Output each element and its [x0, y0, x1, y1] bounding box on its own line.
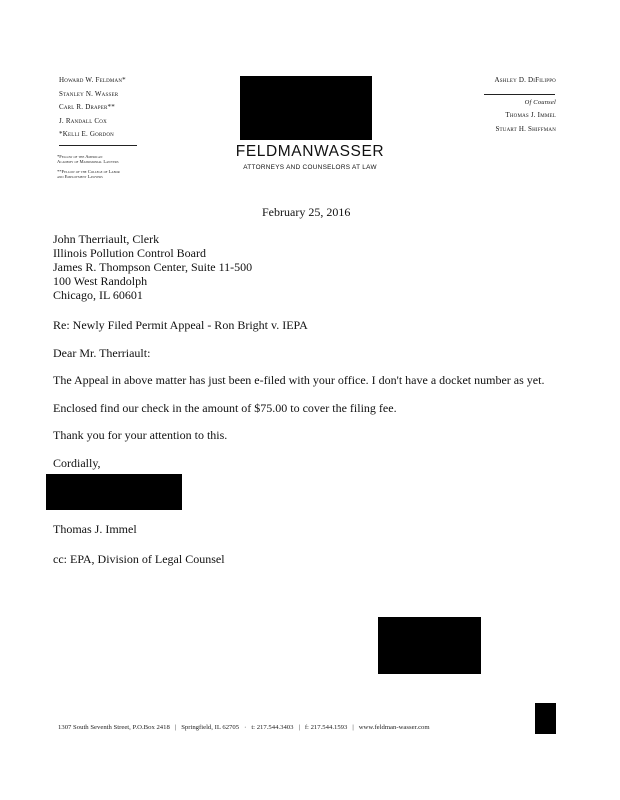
letter-date: February 25, 2016	[262, 205, 351, 219]
body-paragraph: Enclosed find our check in the amount of $75.00 to cover the filing fee.	[53, 401, 397, 415]
fellow-note-line: and Employment Lawyers	[57, 174, 103, 180]
partner-name: Stuart H. Shiffman	[495, 124, 556, 133]
footer-separator: |	[352, 724, 354, 731]
fellow-note	[57, 169, 177, 180]
partner-name: Ashley D. DiFilippo	[494, 76, 556, 84]
partner-name: Howard W. Feldman*	[59, 76, 126, 84]
partner-name: *Kelli E. Gordon	[59, 130, 114, 139]
firm-tagline: ATTORNEYS AND COUNSELORS AT LAW	[243, 164, 377, 171]
signer-name: Thomas J. Immel	[53, 522, 137, 536]
footer-website[interactable]: www.feldman-wasser.com	[358, 724, 430, 731]
fellow-notes	[57, 154, 177, 184]
logo-redaction	[240, 76, 372, 140]
fellow-note	[57, 154, 177, 165]
right-partner-list	[396, 74, 556, 136]
cc-line: cc: EPA, Division of Legal Counsel	[53, 552, 225, 566]
footer-separator: |	[174, 724, 177, 731]
stamp-redaction	[378, 617, 481, 674]
closing: Cordially,	[53, 456, 101, 470]
left-partner-list	[59, 74, 219, 142]
right-divider	[484, 94, 555, 95]
salutation: Dear Mr. Therriault:	[53, 346, 151, 360]
footer-address: 1307 South Seventh Street, P.O.Box 2418	[58, 724, 170, 731]
addressee-line: Illinois Pollution Control Board	[53, 246, 207, 260]
body-paragraph: Thank you for your attention to this.	[53, 428, 228, 442]
re-line: Re: Newly Filed Permit Appeal - Ron Bright v. IEPA	[53, 318, 308, 332]
of-counsel-label: Of Counsel	[524, 98, 556, 106]
footer	[58, 724, 430, 731]
partner-name: Stanley N. Wasser	[59, 89, 119, 98]
footer-phone: t: 217.544.3403	[251, 724, 294, 731]
footer-separator: ·	[244, 724, 247, 731]
fellow-note-line: **Fellow of the College of Labor	[57, 168, 120, 174]
addressee-block	[53, 232, 252, 302]
addressee-line: James R. Thompson Center, Suite 11-500	[53, 260, 253, 274]
footer-city: Springfield, IL 62705	[181, 724, 240, 731]
fellow-note-line: Academy of Matrimonial Lawyers	[57, 159, 119, 165]
corner-redaction	[535, 703, 556, 734]
partner-name: J. Randall Cox	[59, 116, 107, 125]
signature-redaction	[46, 474, 182, 510]
left-divider	[59, 145, 137, 146]
footer-separator: |	[298, 724, 300, 731]
addressee-line: 100 West Randolph	[53, 274, 148, 288]
footer-fax: f: 217.544.1593	[304, 724, 348, 731]
partner-name: Thomas J. Immel	[505, 111, 556, 120]
fellow-note-line: *Fellow of the American	[57, 154, 103, 159]
body-paragraph: The Appeal in above matter has just been e-filed with your office. I don't have a docket number as yet.	[53, 373, 545, 387]
addressee-line: John Therriault, Clerk	[53, 232, 160, 246]
firm-name: FELDMANWASSER	[235, 143, 385, 160]
addressee-line: Chicago, IL 60601	[53, 288, 143, 302]
partner-name: Carl R. Draper**	[59, 103, 115, 112]
